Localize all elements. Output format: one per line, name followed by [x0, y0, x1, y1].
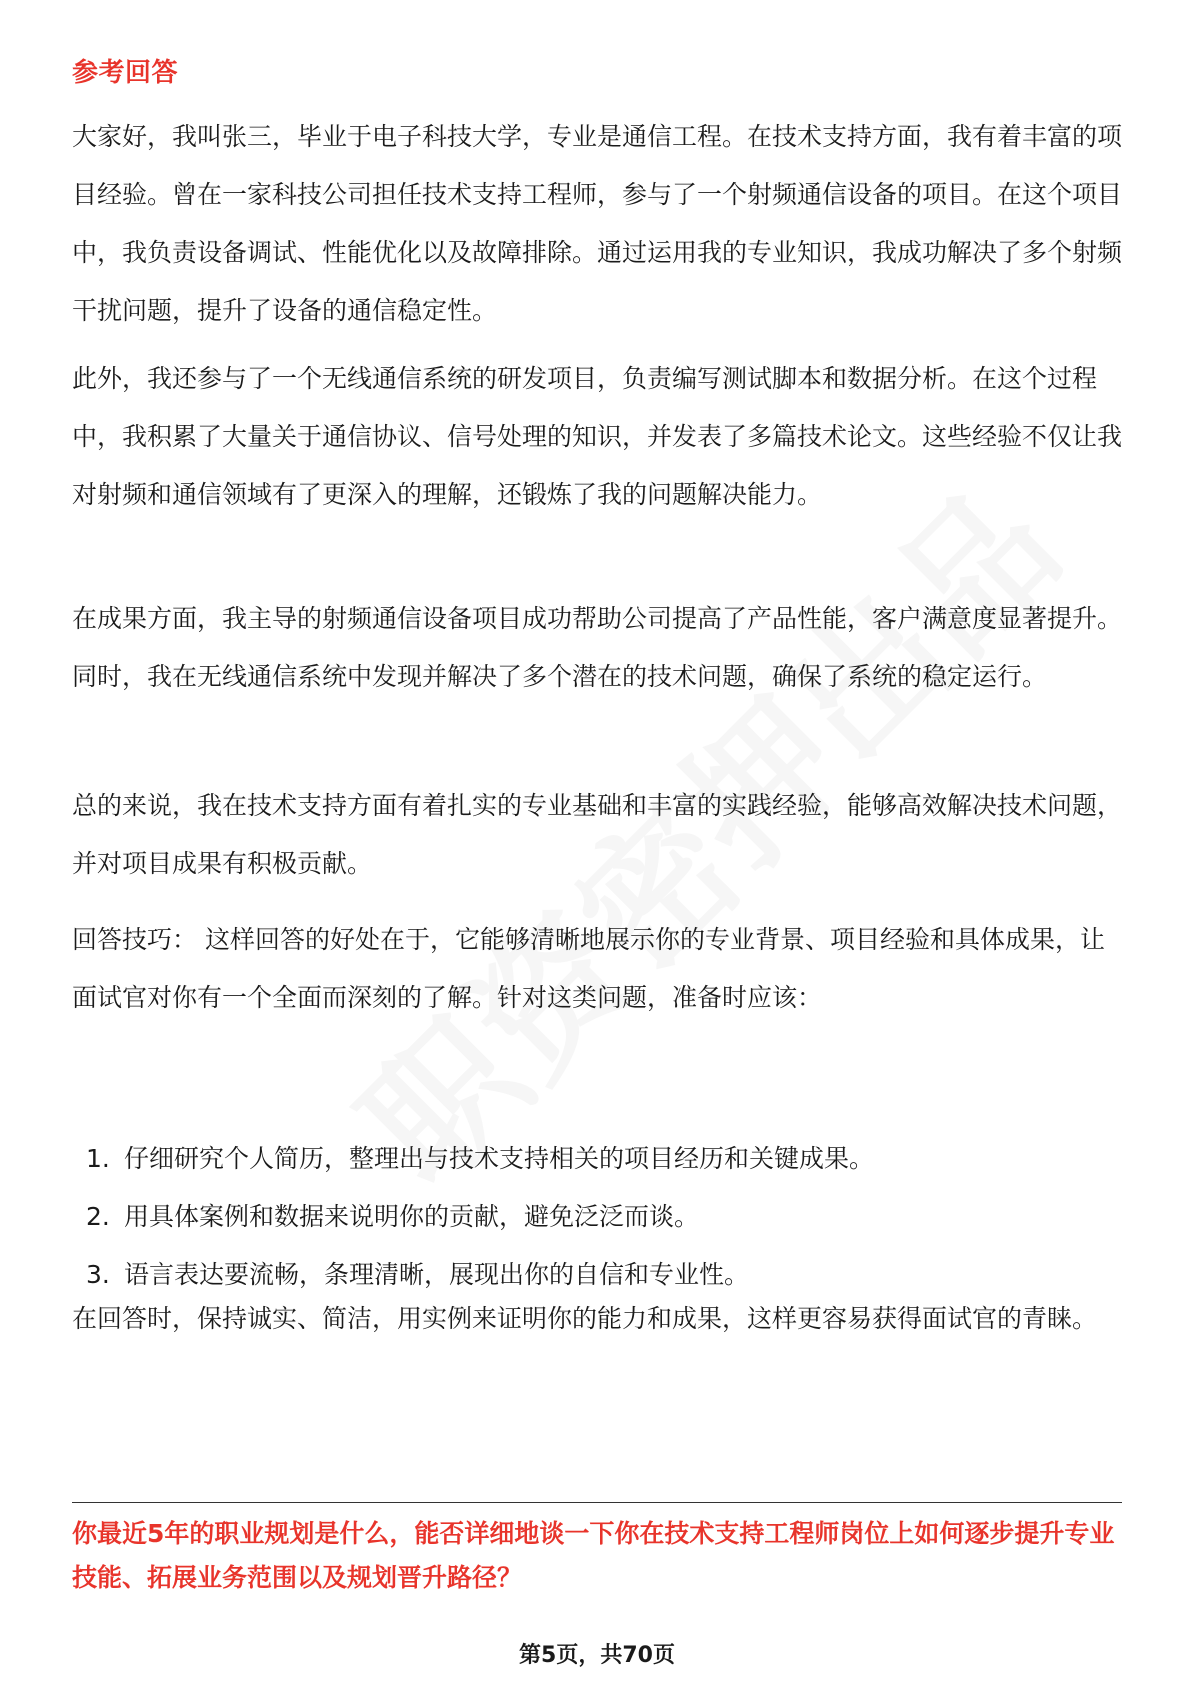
- list-item: [72, 1130, 1122, 1188]
- section-title: 参考回答: [72, 58, 179, 88]
- list-item-number: 2.: [86, 1202, 110, 1231]
- tips-intro-paragraph: 回答技巧： 这样回答的好处在于，它能够清晰地展示你的专业背景、项目经验和具体成果，让面试官对你有一个全面而深刻的了解。针对这类问题，准备时应该：: [72, 925, 1105, 1012]
- answer-paragraph-1: 大家好，我叫张三，毕业于电子科技大学，专业是通信工程。在技术支持方面，我有着丰富的项目经验。曾在一家科技公司担任技术支持工程师，参与了一个射频通信设备的项目。在这个项目中，我负责设备调试、性能优化以及故障排除。通过运用我的专业知识，我成功解决了多个射频干扰问题，提升了设备的通信稳定性。: [72, 122, 1123, 325]
- list-item-number: 3.: [86, 1260, 110, 1289]
- list-item-text: 用具体案例和数据来说明你的贡献，避免泛泛而谈。: [124, 1202, 700, 1231]
- answer-paragraph-2: 此外，我还参与了一个无线通信系统的研发项目，负责编写测试脚本和数据分析。在这个过程中，我积累了大量关于通信协议、信号处理的知识，并发表了多篇技术论文。这些经验不仅让我对射频和通信领域有了更深入的理解，还锻炼了我的问题解决能力。: [72, 364, 1123, 509]
- section-divider: [72, 1502, 1122, 1503]
- answer-paragraph-4: 总的来说，我在技术支持方面有着扎实的专业基础和丰富的实践经验，能够高效解决技术问题，并对项目成果有积极贡献。: [72, 791, 1123, 878]
- list-item-text: 语言表达要流畅，条理清晰，展现出你的自信和专业性。: [124, 1260, 750, 1289]
- list-item-text: 仔细研究个人简历，整理出与技术支持相关的项目经历和关键成果。: [124, 1144, 875, 1173]
- next-question-heading: 你最近5年的职业规划是什么，能否详细地谈一下你在技术支持工程师岗位上如何逐步提升专业技能、拓展业务范围以及规划晋升路径？: [72, 1519, 1115, 1592]
- list-item: [72, 1188, 1122, 1246]
- closing-paragraph: 在回答时，保持诚实、简洁，用实例来证明你的能力和成果，这样更容易获得面试官的青睐。: [72, 1304, 1098, 1333]
- page-number-footer: 第5页，共70页: [519, 1643, 675, 1668]
- tips-list: [72, 1130, 1122, 1304]
- list-item-number: 1.: [86, 1144, 110, 1173]
- document-page: [72, 0, 1122, 1684]
- answer-paragraph-3: 在成果方面，我主导的射频通信设备项目成功帮助公司提高了产品性能，客户满意度显著提升。同时，我在无线通信系统中发现并解决了多个潜在的技术问题，确保了系统的稳定运行。: [72, 604, 1123, 691]
